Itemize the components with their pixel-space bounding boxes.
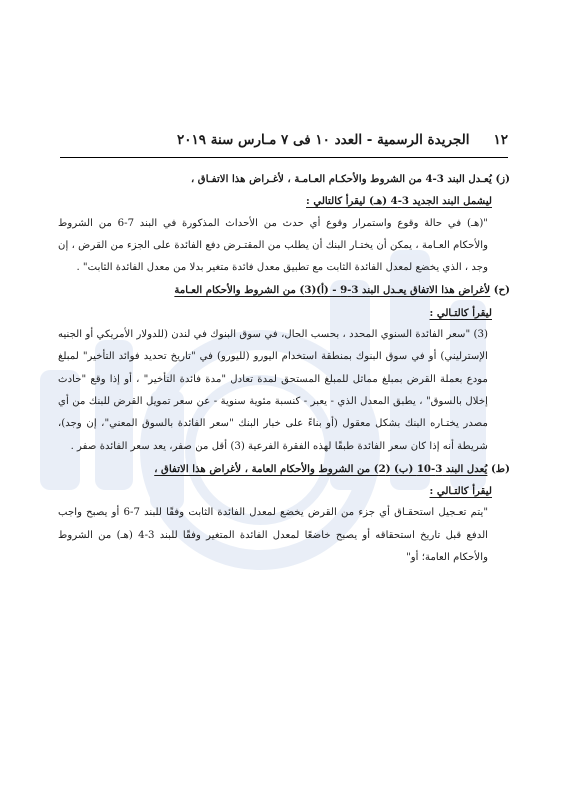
section-heading-line2-wrap bbox=[58, 190, 510, 212]
section-body: "(هـ) في حالة وقوع واستمرار وقوع أي حدث من الأحداث المذكورة في البند 7-6 من الشروط والأحكام العـامة ، يمكن أن يختـار البنك أن يطلب من المقتـرض دفع الفائدة على الجزء من القرض ، إن وجد ، الذي يخضع لمعدل الفائدة الثابت مع تطبيق معدل فائدة متغير بدلا من معدل الفائدة الثابت" . bbox=[58, 217, 488, 274]
section-letter: (ط) bbox=[490, 462, 510, 475]
section-letter: (ح) bbox=[493, 284, 510, 297]
section-heading-ta bbox=[58, 458, 510, 480]
section-heading-line2: ليقرأ كالتـالي : bbox=[429, 485, 492, 498]
section-body: (3) "سعر الفائدة السنوي المحدد ، بحسب الحال، في سوق البنوك في لندن (للدولار الأمريكي أو الجنيه الإسترليني) أو في سوق البنوك بمنطقة استخدام اليورو (لليورو) في "تاريخ تحديد فوائد التأخير" لمبلغ مودع بعملة القرض بمبلغ مماثل للمبلغ المستحق لمدة تعادل "مدة فائدة التأخير" ، أو إذا وقع "حادث إخلال بالسوق" ، يطبق المعدل الذي - يعبر - كنسبة مئوية سنوية - عن سعر تمويل القرض للبنك من أي مصدر يختـاره البنك بشكل معقول (أو بناءً على خبار البنك "سعر الفائدة بالسوق المعني"، إن وجد)، شريطة أنه إذا كان سعر الفائدة طبقًا لهذه الفقرة الفرعية (3) أقل من صفر، يعد سعر الفائدة صفر . bbox=[58, 329, 488, 452]
section-heading-ha bbox=[58, 279, 510, 301]
section-heading-line1: يُعـدل البند 3-4 من الشروط والأحكـام العـامـة ، لأغـراض هذا الاتفـاق ، bbox=[190, 173, 492, 185]
page-number: ١٢ bbox=[493, 132, 508, 148]
section-heading-line1: يُعدل البند 3-10 (ب) (2) من الشروط والأحكام العامة ، لأغراض هذا الاتفاق ، bbox=[154, 462, 488, 475]
header-rule bbox=[60, 157, 508, 158]
section-letter: (ز) bbox=[495, 173, 510, 185]
page-header bbox=[60, 132, 508, 148]
section-heading-line2: ليشمل البند الجديد 3-4 (هـ) ليقرأ كالتالي : bbox=[306, 195, 492, 208]
section-heading-line2-wrap bbox=[58, 480, 510, 502]
section-heading-line2-wrap bbox=[58, 302, 510, 324]
section-heading-line2: ليقرأ كالتـالي : bbox=[429, 306, 492, 319]
gazette-title: الجريدة الرسمية - العدد ١٠ فى ٧ مـارس سنة ٢٠١٩ bbox=[176, 132, 470, 148]
document-body bbox=[58, 168, 510, 569]
section-body: "يتم تعـجيل استحقـاق أي جزء من القرض يخضع لمعدل الفائدة الثابت وفقًا للبند 7-6 أو يصبح واجب الدفع قبل تاريخ استحقاقه أو يصبح خاضعًا لمعدل الفائدة المتغير وفقًا للبند 3-4 (هـ) من الشروط والأحكام العامة؛ أو" bbox=[58, 507, 488, 564]
section-heading-zay bbox=[58, 168, 510, 190]
section-heading-line1: لأغراض هذا الاتفاق يعـدل البند 3-9 - (أ)(3) من الشروط والأحكام العـامة bbox=[174, 284, 491, 297]
